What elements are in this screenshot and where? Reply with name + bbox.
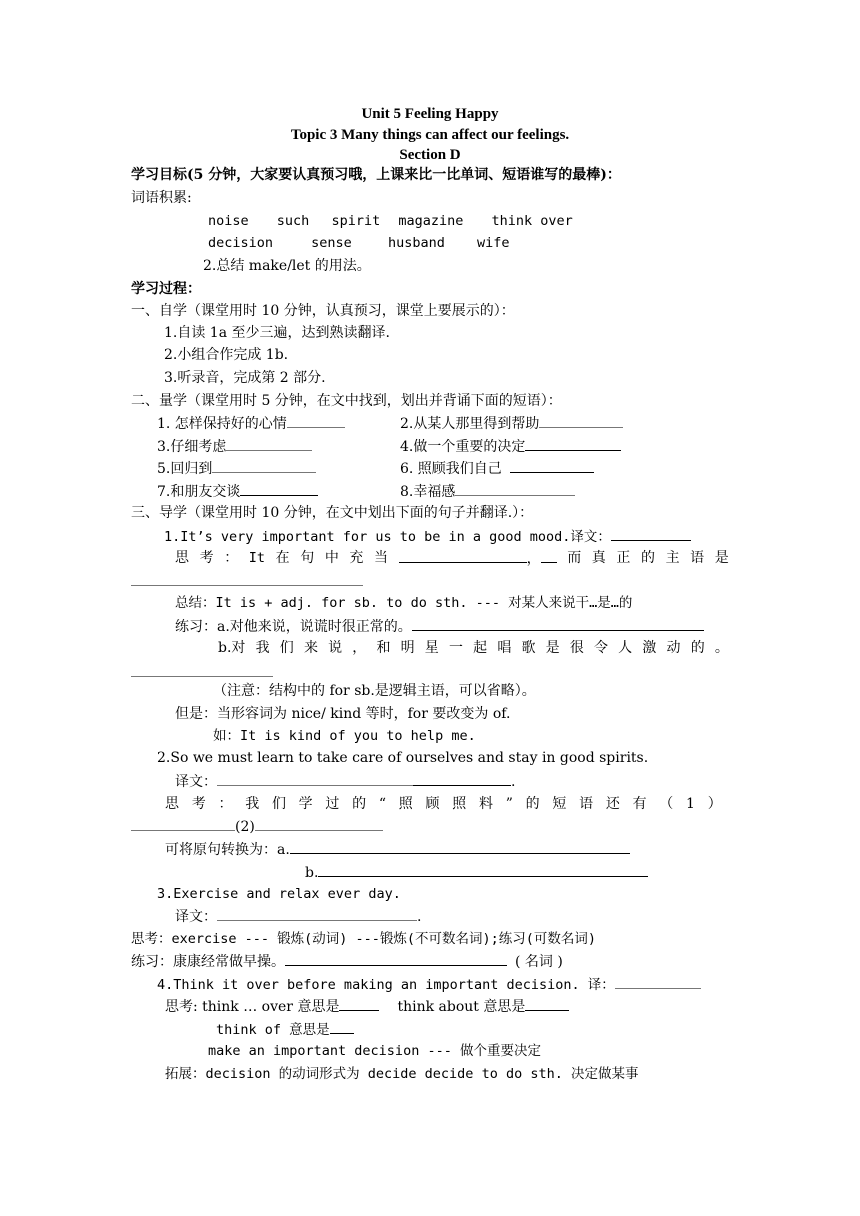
sentence-2: 2.So we must learn to take care of ourselves and stay in good spirits. xyxy=(157,750,649,766)
s2-think-cont: (2) xyxy=(131,816,383,837)
word: wife xyxy=(477,235,510,251)
s4-think-c: think of 意思是 xyxy=(216,1019,354,1040)
phrase-1: 1. 怎样保持好的心情 xyxy=(157,413,345,434)
s2-translate: 译文： . xyxy=(175,771,515,792)
phrase-8: 8.幸福感 xyxy=(400,481,575,502)
s3-practice: 练习：康康经常做早操。 ( 名词 ) xyxy=(131,951,563,972)
phrase-5: 5.回归到 xyxy=(157,458,316,479)
word: spirit xyxy=(331,213,381,229)
unit-title: Unit 5 Feeling Happy xyxy=(361,106,499,122)
guide-title: 三、导学（课堂用时 10 分钟，在文中划出下面的句子并翻译.）： xyxy=(131,505,534,521)
word: noise xyxy=(208,213,249,229)
word: such xyxy=(276,213,310,229)
s3-translate: 译文： . xyxy=(175,906,421,927)
s2-convert-a: 可将原句转换为：a. xyxy=(165,839,630,860)
sentence-3: 3.Exercise and relax ever day. xyxy=(157,886,401,902)
s2-think: 思 考 ： 我 们 学 过 的 “ 照 顾 照 料 ” 的 短 语 还 有 （ 1 ） xyxy=(165,796,722,812)
s1-practice-a: 练习：a.对他来说，说谎时很正常的。 xyxy=(175,616,704,637)
s1-think-blank[interactable] xyxy=(131,585,363,586)
self-study-item-2: 2.小组合作完成 1b. xyxy=(164,347,289,363)
phrase-3: 3.仔细考虑 xyxy=(157,436,312,457)
s4-extend: 拓展：decision 的动词形式为 decide decide to do sth. 决定做某事 xyxy=(165,1066,639,1082)
phrase-2: 2.从某人那里得到帮助 xyxy=(400,413,623,434)
s1-practice-b: b.对 我 们 来 说 ， 和 明 星 一 起 唱 歌 是 很 令 人 激 动 的 。 xyxy=(218,640,729,656)
goals-summary: 2.总结 make/let 的用法。 xyxy=(203,258,371,274)
s1-think: 思 考 ： It 在 句 中 充 当 ， 而 真 正 的 主 语 是 xyxy=(175,550,729,567)
s4-make: make an important decision --- 做个重要决定 xyxy=(208,1043,541,1059)
s4-think-a: 思考: think … over 意思是 think about 意思是 xyxy=(165,996,569,1017)
quantity-title: 二、量学（课堂用时 5 分钟，在文中找到，划出并背诵下面的短语）： xyxy=(131,393,562,409)
s1-summary: 总结：It is + adj. for sb. to do sth. --- 对某人来说干…是…的 xyxy=(175,595,633,611)
s2-convert-b: b. xyxy=(305,862,648,883)
s1-practice-b-blank[interactable] xyxy=(131,676,273,677)
process-heading: 学习过程： xyxy=(131,281,201,297)
self-study-item-1: 1.自读 1a 至少三遍，达到熟读翻译. xyxy=(164,325,390,341)
sentence-1: 1.It’s very important for us to be in a good mood.译文： xyxy=(164,526,691,547)
word: husband xyxy=(387,235,445,251)
word: decision xyxy=(208,235,274,251)
self-study-item-3: 3.听录音，完成第 2 部分. xyxy=(164,370,326,386)
word: think over xyxy=(491,213,573,229)
phrase-7: 7.和朋友交谈 xyxy=(157,481,318,502)
s1-note: （注意：结构中的 for sb.是逻辑主语，可以省略）。 xyxy=(213,683,536,699)
s1-but: 但是：当形容词为 nice/ kind 等时，for 要改变为 of. xyxy=(175,706,511,722)
word: magazine xyxy=(398,213,464,229)
vocab-words-line-1 xyxy=(208,211,573,231)
phrase-6: 6. 照顾我们自己 xyxy=(400,458,594,479)
phrase-4: 4.做一个重要的决定 xyxy=(400,436,621,457)
topic-title: Topic 3 Many things can affect our feelings. xyxy=(290,127,570,143)
word: sense xyxy=(311,235,352,251)
vocab-words-line-2 xyxy=(208,233,510,253)
goals-heading: 学习目标(5 分钟，大家要认真预习哦，上课来比一比单词、短语谁写的最棒)： xyxy=(131,167,621,183)
sentence-4: 4.Think it over before making an important decision. 译： xyxy=(157,974,701,995)
s1-example: 如：It is kind of you to help me. xyxy=(213,728,476,744)
vocab-label: 词语积累: xyxy=(131,190,192,206)
section-title: Section D xyxy=(399,147,461,163)
self-study-title: 一、自学（课堂用时 10 分钟，认真预习，课堂上要展示的）： xyxy=(131,303,515,319)
s3-think: 思考：exercise --- 锻炼(动词) ---锻炼(不可数名词);练习(可数名词) xyxy=(131,931,597,947)
